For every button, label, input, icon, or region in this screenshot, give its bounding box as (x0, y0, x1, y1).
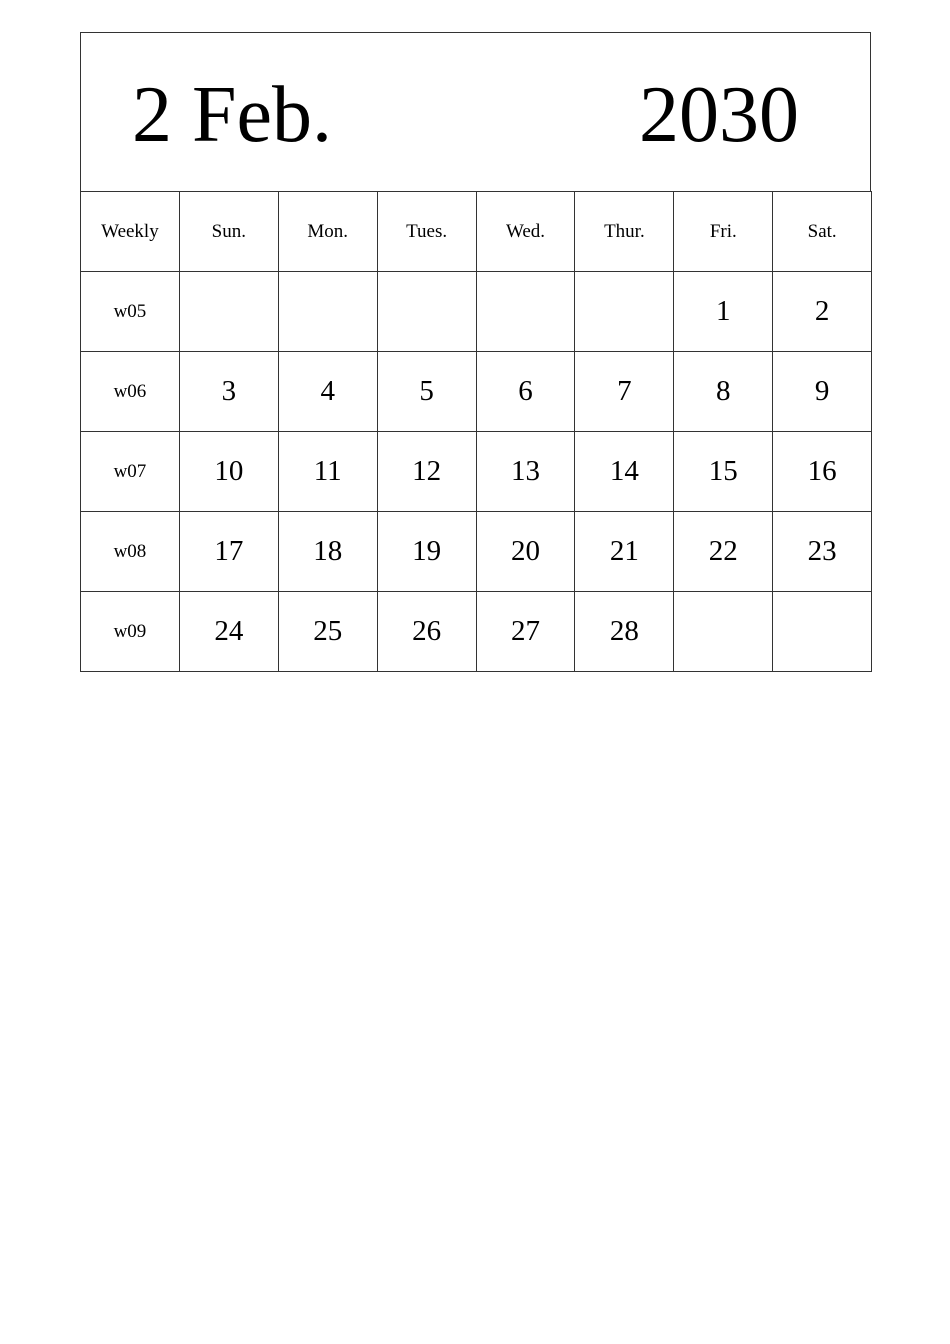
month-title: 2 Feb. (132, 71, 332, 159)
week-row (81, 592, 872, 672)
day-cell: 5 (377, 352, 476, 432)
day-cell: 10 (179, 432, 278, 512)
day-cell: 11 (278, 432, 377, 512)
day-cell: 12 (377, 432, 476, 512)
week-number: w05 (81, 272, 180, 352)
day-cell: 2 (773, 272, 872, 352)
day-cell: 4 (278, 352, 377, 432)
day-cell: 6 (476, 352, 575, 432)
weekday-header-row (81, 192, 872, 272)
day-cell: 26 (377, 592, 476, 672)
day-cell: 27 (476, 592, 575, 672)
day-cell: 25 (278, 592, 377, 672)
day-cell: 13 (476, 432, 575, 512)
calendar-header (80, 32, 871, 191)
day-cell: 21 (575, 512, 674, 592)
day-cell: 8 (674, 352, 773, 432)
weekday-header-sat: Sat. (773, 192, 872, 272)
day-cell: 7 (575, 352, 674, 432)
weekly-column-header: Weekly (81, 192, 180, 272)
week-number: w07 (81, 432, 180, 512)
day-cell: 14 (575, 432, 674, 512)
day-cell (179, 272, 278, 352)
day-cell (278, 272, 377, 352)
week-row (81, 512, 872, 592)
day-cell (476, 272, 575, 352)
calendar (80, 32, 871, 672)
day-cell: 17 (179, 512, 278, 592)
week-row (81, 272, 872, 352)
week-number: w08 (81, 512, 180, 592)
weekday-header-sun: Sun. (179, 192, 278, 272)
day-cell (377, 272, 476, 352)
day-cell: 24 (179, 592, 278, 672)
weekday-header-mon: Mon. (278, 192, 377, 272)
day-cell: 18 (278, 512, 377, 592)
day-cell (575, 272, 674, 352)
weekday-header-fri: Fri. (674, 192, 773, 272)
week-number: w09 (81, 592, 180, 672)
day-cell (674, 592, 773, 672)
week-row (81, 432, 872, 512)
week-number: w06 (81, 352, 180, 432)
calendar-grid (80, 191, 872, 672)
weekday-header-thu: Thur. (575, 192, 674, 272)
day-cell: 20 (476, 512, 575, 592)
day-cell (773, 592, 872, 672)
day-cell: 9 (773, 352, 872, 432)
week-row (81, 352, 872, 432)
day-cell: 16 (773, 432, 872, 512)
year-title: 2030 (639, 71, 799, 159)
day-cell: 19 (377, 512, 476, 592)
day-cell: 15 (674, 432, 773, 512)
day-cell: 28 (575, 592, 674, 672)
day-cell: 23 (773, 512, 872, 592)
day-cell: 1 (674, 272, 773, 352)
day-cell: 3 (179, 352, 278, 432)
weekday-header-tue: Tues. (377, 192, 476, 272)
day-cell: 22 (674, 512, 773, 592)
weekday-header-wed: Wed. (476, 192, 575, 272)
